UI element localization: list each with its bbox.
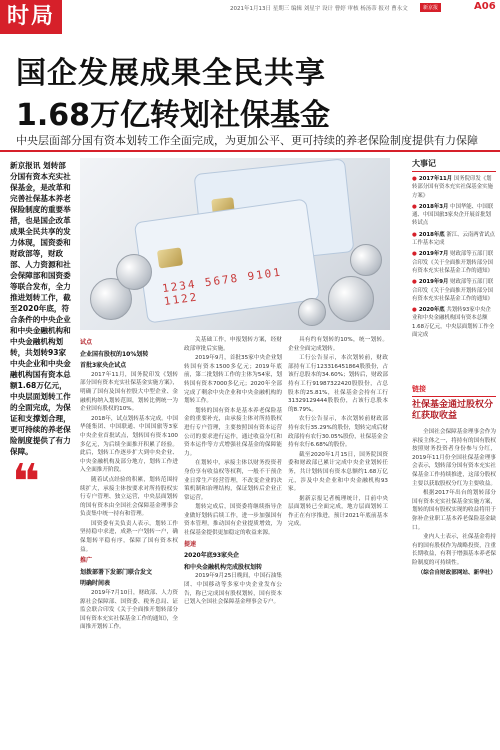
card-chip-icon: [157, 247, 183, 268]
timeline-item: [412, 278, 496, 303]
timeline-date: 2018年底: [418, 231, 445, 238]
timeline-item: [412, 175, 496, 200]
timeline-text: 财政部等五部门联合印发《关于全面推开划转部分国有资本充实社保基金工作的通知》: [412, 251, 494, 274]
bullet-icon: ●: [412, 307, 417, 314]
timeline-item: [412, 306, 496, 339]
headline-line2: 1.68万亿转划社保基金: [16, 98, 331, 133]
paragraph: 关基础工作，申报划转方案，经财政部审批后实施。: [184, 337, 282, 352]
masthead: [0, 0, 500, 36]
source-credit: （综合自财政部网站、新华社）: [417, 569, 496, 576]
paragraph: 2018年，试点划转基本完成。中国华能集团、中国联通、中国国旅等3家中央企业首批试点，划转国有资本100多亿元，为后续全面推开积累了经验。此后，划转工作逐步扩大到中央企业、中央金融机构及部分地方，划转工作进入全面推开阶段。: [80, 415, 178, 474]
paragraph: 根据2017年出台的划转部分国有资本充实社保基金实施方案，划转的国有股权实现的收益将用于弥补企业职工基本养老保险基金缺口。: [412, 490, 496, 531]
timeline-text: 浙江、云南两省试点工作基本完成: [412, 231, 495, 247]
timeline-date: 2018年3月: [418, 203, 449, 210]
coin-icon: [298, 298, 326, 326]
paragraph: 划转完成后，国资委将继续指导企业做好划转后续工作，进一步加强国有资本管理，推动国有企业提质增效，为社保基金提供更加稳定的收益来源。: [184, 504, 282, 537]
bullet-icon: ●: [412, 203, 417, 210]
timeline-text: 国务院印发《划转部分国有资本充实社保基金实施方案》: [412, 176, 493, 199]
lede-text: 新京报讯 划转部分国有资本充实社保基金，是改革和完善社保基本养老保险制度的重要举措，也是国企改革成果全民共享的发力体现，国资委和财政部等，财政部、人力资源和社会保障部和国资委等联合发布，全力推进划转工作，截至2020年底，符合条件的中央企业和中央金融机构和中央金融机构划转，共划转93家中央企业和中央金融机构国有资本总额1.68万亿元，中央层面划转工作的全面完成，为保证和支撑划合理，更可持续的养老保险制度提供了有力保障。: [10, 161, 71, 456]
card-number: 1234 5678 9101 1122: [161, 265, 283, 309]
paragraph: 在划转中，承接主体以财务投资者身份享有收益权等权利，一般不干预企业日常生产经营管理，不改变企业的决策机制和治理结构，保证划转后企业正常运营。: [184, 460, 282, 501]
bullet-icon: ●: [412, 176, 417, 182]
coin-icon: [328, 276, 374, 322]
paragraph: 2019年9月25日晚间，中国石油集团、中国移动等多家中央企业发布公告，称已完成国有股权划转，国有资本已划入全国社会保障基金理事会专户。: [184, 573, 282, 606]
edition-badge: 新京报: [420, 3, 441, 12]
timeline-date: 2020年底: [418, 307, 445, 314]
section-subheading: 划拨部署下发部门联合发文: [80, 568, 153, 576]
section-heading: 试点: [80, 339, 93, 346]
link-body: [412, 428, 496, 577]
headline-subtitle: 中央层面部分国有资本划转工作全面完成，为更加公平、更可持续的养老保险制度提供有力保障: [16, 134, 478, 147]
section-subheading: 2020年底93家央企: [184, 552, 240, 560]
timeline-item: [412, 250, 496, 275]
headline-divider: [0, 150, 500, 152]
paragraph: 2019年7月10日，财政部、人力资源社会保障部、国资委、税务总局、证监会联合印发《关于全面推开划转部分国有资本充实社保基金工作的通知》，全面推开划转工作。: [80, 590, 178, 631]
section-subheading: 和中央金融机构完成股权划转: [184, 563, 263, 571]
paragraph: 2017年11月，国务院印发《划转部分国有资本充实社保基金实施方案》，明确了国有及国有控股大中型企业、金融机构纳入划转范围，划转比例统一为企业国有股权的10%。: [80, 371, 178, 413]
link-tag: 链接: [412, 384, 496, 397]
bullet-icon: ●: [412, 231, 417, 238]
quote-mark-icon: ❝: [12, 454, 41, 510]
paragraph: 业内人士表示，社保基金将持有的国有股权作为战略投资，注重长期收益，有利于增强基本养老保险制度的可持续性。: [412, 534, 496, 566]
article-column-1: [80, 336, 178, 633]
paragraph: 截至2020年1月15日，国务院国资委和财政部已累计完成中央企业划转任务，共计划转国有资本总额约1.68万亿元，涉及中央企业和中央金融机构93家。: [288, 451, 388, 493]
paragraph: 工行公告显示，本次划转前，财政部持有工行123316451864股股份，占该行总股本的34.60%；划转后，财政部持有工行91987322420股股份，占总股本的25.81%，社保基金会持有工行31329129444股股份，占该行总股本的8.79%。: [288, 355, 388, 413]
timeline-date: 2017年11月: [418, 176, 453, 182]
sidebar-heading: 大事记: [412, 158, 496, 172]
timeline-text: 中国华能、中国联通、中国国旅3家央企开展首批划转试点: [412, 203, 494, 227]
bank-card-photo: [80, 158, 390, 330]
timeline-sidebar: [412, 158, 496, 339]
paragraph: 划转的国有资本是基本养老保险基金的重要补充，由承接主体对所持股权进行专户管理，主要按照国有资本运营公司的要求进行运作，通过收益分红和资本运作等方式增强社保基金的保障能力。: [184, 407, 282, 457]
page-number: A06: [474, 1, 496, 12]
section-subheading: 明确时间表: [80, 580, 111, 588]
bank-card-front: [134, 198, 321, 323]
coin-icon: [116, 254, 152, 290]
link-title: 社保基金通过股权分红获取收益: [412, 400, 494, 421]
section-tag: 时局: [0, 0, 62, 34]
section-heading: 提速: [184, 540, 197, 548]
timeline-item: [412, 231, 496, 248]
section-subheading: 企业国有股权的10%划转: [80, 350, 149, 358]
header-meta: 2021年1月13日 星期三 编辑 刘星宇 设计 曹婷 审核 杨汤蒂 报对 曹永文: [230, 6, 408, 12]
coin-icon: [350, 244, 382, 276]
timeline-text: 财政部等五部门联合印发《关于全面推开划转部分国有资本充实社保基金工作的通知》: [412, 279, 494, 302]
timeline-date: 2019年7月: [418, 251, 449, 258]
bullet-icon: ●: [412, 279, 417, 286]
bullet-icon: ●: [412, 251, 417, 258]
section-heading: 推广: [80, 557, 93, 565]
article-column-2: [184, 336, 282, 608]
paragraph: 随着试点经验的积累，划转范围持续扩大，承接主体按要求对所持股权实行专户管理、独立运营，中央层面划转的国有资本由全国社会保障基金理事会负责集中统一持有和管理。: [80, 476, 178, 518]
article-column-3: [288, 336, 388, 530]
timeline-text: 共划转93家中央企业和中央金融机构国有资本总额1.68万亿元，中央层面划转工作全面完成: [412, 307, 495, 339]
paragraph: 2019年9月，首批35家中央企业划转国有资本1500多亿元；2019年底前，第二批划转工作的主体为54家，划转国有资本7000多亿元；2020年全部完成了剩余中央企业和中央金融机构的划转工作。: [184, 355, 282, 405]
timeline-date: 2019年9月: [418, 279, 449, 286]
paragraph: 国资委有关负责人表示，划转工作坚持稳中求进，成熟一户划转一户，确保划转平稳有序，保障了国有资本权益。: [80, 520, 178, 553]
timeline-item: [412, 203, 496, 228]
paragraph: 农行公告显示，本次划转前财政部持有农行35.29%的股份，划转完成后财政部持有农行30.05%股份，社保基金会持有农行6.68%的股份。: [288, 416, 388, 449]
section-subheading: 首批3家央企试点: [80, 362, 127, 370]
paragraph: 全国社会保障基金理事会作为承接主体之一，将持有的国有股权按照财务投资者身份参与分红，2019年11月份全国社保基金理事会表示，划转部分国有资本充实社保基金工作持续推进，这部分股权主要以获取股权分红为主要收益。: [412, 429, 496, 487]
paragraph: 据新京报记者梳理统计，目前中央层面划转已全面完成，地方层面划转工作正在有序推进，预计2021年底前基本完成。: [288, 495, 388, 528]
headline-line1: 国企发展成果全民共享: [16, 56, 326, 91]
paragraph: 具有约有划转的10%，统一划转。企业全面完成划转。: [288, 337, 388, 352]
